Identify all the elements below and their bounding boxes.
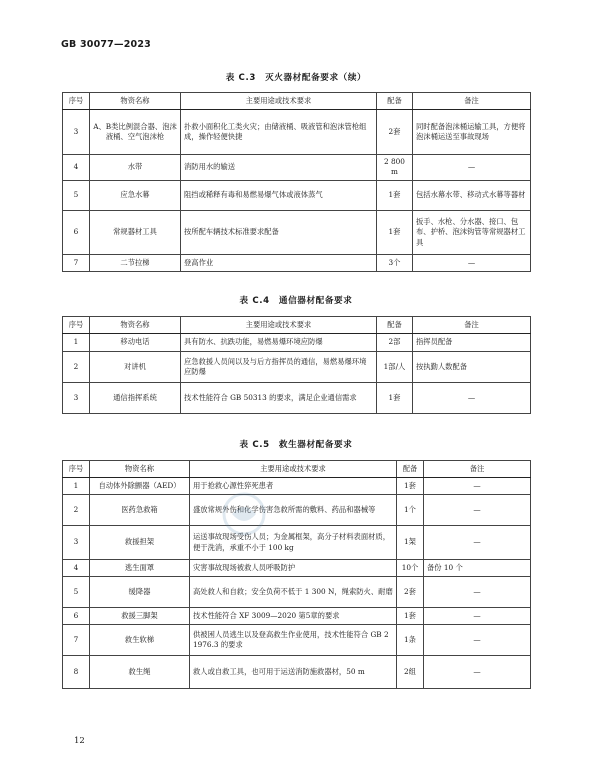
- cell-requirement: 阻挡或稀释有毒和易燃易爆气体或液体蒸气: [181, 180, 377, 210]
- cell-quantity: 1套: [377, 383, 413, 414]
- cell-requirement: 运送事故现场受伤人员；为金属框架，高分子材料表面材质，便于洗消，承重不小于 100 kg: [190, 526, 397, 560]
- table-c4-caption: 表 C.4 通信器材配备要求: [239, 296, 353, 306]
- table-header-row: [63, 93, 531, 110]
- cell-quantity: 1套: [397, 608, 424, 625]
- cell-name: 应急水幕: [90, 180, 181, 210]
- cell-index: 8: [63, 656, 90, 689]
- cell-remark: —: [424, 577, 531, 608]
- table-row: [63, 210, 531, 254]
- cell-quantity: 3个: [377, 254, 413, 271]
- cell-index: 2: [63, 352, 90, 383]
- cell-requirement: 盛放常规外伤和化学伤害急救所需的敷料、药品和器械等: [190, 495, 397, 526]
- cell-quantity: 2套: [377, 110, 413, 155]
- cell-quantity: 2组: [397, 656, 424, 689]
- table-row: [63, 254, 531, 271]
- cell-remark: —: [424, 656, 531, 689]
- cell-remark: —: [413, 155, 531, 181]
- cell-remark: —: [424, 608, 531, 625]
- table-row: [63, 656, 531, 689]
- table-row: [63, 560, 531, 577]
- col-header-remark: 备注: [413, 317, 531, 334]
- cell-quantity: 1套: [377, 180, 413, 210]
- table-row: [63, 110, 531, 155]
- cell-index: 2: [63, 495, 90, 526]
- cell-requirement: 技术性能符合 GB 50313 的要求，满足企业通信需求: [181, 383, 377, 414]
- cell-index: 1: [63, 478, 90, 495]
- cell-quantity: 1套: [377, 210, 413, 254]
- col-header-requirement: 主要用途或技术要求: [181, 317, 377, 334]
- table-row: [63, 495, 531, 526]
- table-row: [63, 155, 531, 181]
- cell-requirement: 按所配车辆技术标准要求配备: [181, 210, 377, 254]
- cell-remark: —: [413, 254, 531, 271]
- cell-name: 救生软梯: [90, 625, 190, 656]
- cell-requirement: 技术性能符合 XF 3009—2020 第5章的要求: [190, 608, 397, 625]
- table-c3-caption: 表 C.3 灭火器材配备要求（续）: [225, 73, 367, 83]
- cell-name: 移动电话: [90, 334, 181, 352]
- cell-remark: —: [424, 495, 531, 526]
- watermark-logo-icon: [222, 492, 266, 536]
- cell-index: 4: [63, 155, 90, 181]
- table-c5: [62, 460, 531, 689]
- cell-index: 7: [63, 254, 90, 271]
- cell-quantity: 1部/人: [377, 352, 413, 383]
- cell-index: 5: [63, 180, 90, 210]
- cell-quantity: 1条: [397, 625, 424, 656]
- col-header-requirement: 主要用途或技术要求: [190, 461, 397, 478]
- cell-name: 自动体外除颤器（AED）: [90, 478, 190, 495]
- cell-requirement: 供被困人员逃生以及登高救生作业使用，技术性能符合 GB 21976.3 的要求: [190, 625, 397, 656]
- cell-requirement: 高处救人和自救；安全负荷不低于 1 300 N，绳索防火、耐磨: [190, 577, 397, 608]
- cell-name: 常规器材工具: [90, 210, 181, 254]
- table-header-row: [63, 317, 531, 334]
- cell-quantity: 10个: [397, 560, 424, 577]
- cell-remark: 包括水幕水带、移动式水幕等器材: [413, 180, 531, 210]
- col-header-name: 物资名称: [90, 461, 190, 478]
- table-c5-caption: 表 C.5 救生器材配备要求: [239, 440, 353, 450]
- cell-index: 3: [63, 110, 90, 155]
- cell-name: 对讲机: [90, 352, 181, 383]
- page-number: 12: [74, 736, 85, 746]
- cell-requirement: 扑救小面积化工类火灾；由储液桶、吸液管和泡沫管枪组成，操作轻便快捷: [181, 110, 377, 155]
- cell-name: 通信指挥系统: [90, 383, 181, 414]
- table-row: [63, 577, 531, 608]
- table-c3: [62, 92, 531, 272]
- cell-name: 逃生面罩: [90, 560, 190, 577]
- table-row: [63, 180, 531, 210]
- cell-remark: —: [413, 383, 531, 414]
- cell-quantity: 1个: [397, 495, 424, 526]
- cell-remark: —: [424, 478, 531, 495]
- cell-index: 5: [63, 577, 90, 608]
- table-row: [63, 352, 531, 383]
- cell-index: 1: [63, 334, 90, 352]
- col-header-index: 序号: [63, 317, 90, 334]
- cell-remark: —: [424, 526, 531, 560]
- standard-number: GB 30077—2023: [61, 39, 151, 50]
- col-header-quantity: 配备: [377, 317, 413, 334]
- cell-name: 救生绳: [90, 656, 190, 689]
- cell-requirement: 用于抢救心源性猝死患者: [190, 478, 397, 495]
- cell-remark: 按执勤人数配备: [413, 352, 531, 383]
- cell-remark: 扳手、水枪、分水器、接口、包布、护桥、泡沫钩管等常规器材工具: [413, 210, 531, 254]
- table-row: [63, 478, 531, 495]
- table-row: [63, 608, 531, 625]
- cell-requirement: 消防用水的输送: [181, 155, 377, 181]
- cell-remark: 指挥员配备: [413, 334, 531, 352]
- cell-requirement: 登高作业: [181, 254, 377, 271]
- cell-requirement: 应急救援人员间以及与后方指挥员的通信，易燃易爆环境应防爆: [181, 352, 377, 383]
- cell-quantity: 1架: [397, 526, 424, 560]
- table-header-row: [63, 461, 531, 478]
- col-header-name: 物资名称: [90, 93, 181, 110]
- cell-name: 缓降器: [90, 577, 190, 608]
- cell-index: 3: [63, 383, 90, 414]
- cell-index: 6: [63, 608, 90, 625]
- table-c4: [62, 316, 531, 414]
- cell-index: 4: [63, 560, 90, 577]
- table-row: [63, 625, 531, 656]
- cell-name: 水带: [90, 155, 181, 181]
- cell-name: 医药急救箱: [90, 495, 190, 526]
- cell-quantity: 1套: [397, 478, 424, 495]
- cell-requirement: 灾害事故现场被救人员呼吸防护: [190, 560, 397, 577]
- col-header-quantity: 配备: [377, 93, 413, 110]
- col-header-quantity: 配备: [397, 461, 424, 478]
- cell-requirement: 具有防水、抗跌功能，易燃易爆环境应防爆: [181, 334, 377, 352]
- cell-quantity: 2 800 m: [377, 155, 413, 181]
- cell-index: 7: [63, 625, 90, 656]
- cell-name: 救援三脚架: [90, 608, 190, 625]
- cell-remark: 同时配备泡沫桶运输工具，方便将泡沫桶运送至事故现场: [413, 110, 531, 155]
- cell-quantity: 2部: [377, 334, 413, 352]
- cell-remark: —: [424, 625, 531, 656]
- cell-remark: 备份 10 个: [424, 560, 531, 577]
- cell-name: 救援担架: [90, 526, 190, 560]
- col-header-remark: 备注: [424, 461, 531, 478]
- col-header-index: 序号: [63, 93, 90, 110]
- col-header-index: 序号: [63, 461, 90, 478]
- col-header-remark: 备注: [413, 93, 531, 110]
- cell-quantity: 2套: [397, 577, 424, 608]
- cell-name: A、B类比例混合器、泡沫液桶、空气泡沫枪: [90, 110, 181, 155]
- cell-index: 3: [63, 526, 90, 560]
- table-row: [63, 526, 531, 560]
- cell-requirement: 救人或自救工具，也可用于运送消防施救器材，50 m: [190, 656, 397, 689]
- cell-index: 6: [63, 210, 90, 254]
- col-header-name: 物资名称: [90, 317, 181, 334]
- col-header-requirement: 主要用途或技术要求: [181, 93, 377, 110]
- table-row: [63, 334, 531, 352]
- cell-name: 二节拉梯: [90, 254, 181, 271]
- table-row: [63, 383, 531, 414]
